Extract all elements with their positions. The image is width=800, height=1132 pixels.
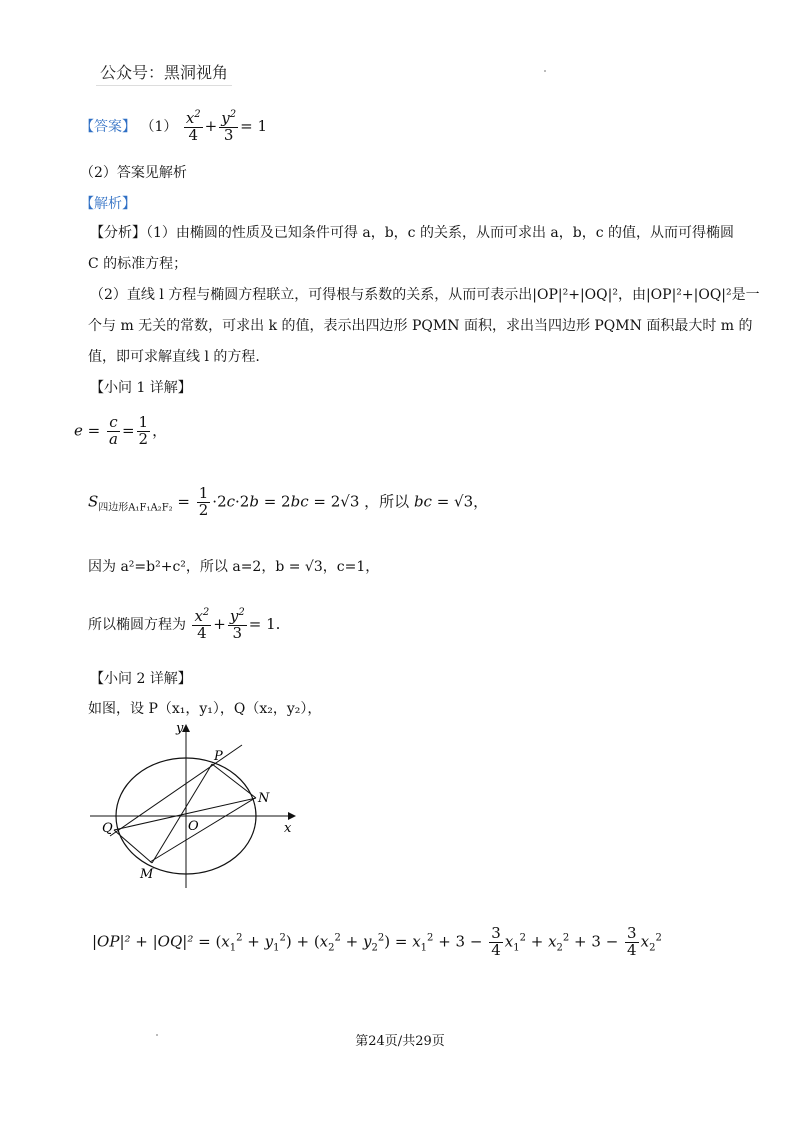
answer-part1-prefix: （1） (140, 118, 178, 135)
formula-lhs: |OP|² + |OQ|² = (92, 932, 211, 951)
side-PN (212, 764, 256, 798)
q1-values-line: 因为 a²=b²+c²，所以 a=2，b = √3，c=1， (88, 559, 380, 575)
analysis-paragraph-2: （2）直线 l 方程与椭圆方程联立，可得根与系数的关系，从而可表示出|OP|²+|OQ|²，由|OP|²+|OQ|²是一 (90, 287, 760, 303)
answer-part2: （2）答案见解析 (80, 165, 187, 181)
ellipse-figure (80, 718, 300, 893)
analysis-paragraph-1b: C 的标准方程； (88, 256, 188, 272)
eccentricity-formula: e = $\frac{c}{a}$ = $\frac{1}{2}$ ， (74, 413, 168, 448)
label-y: y (176, 721, 184, 736)
analysis-tag: 【解析】 (80, 196, 136, 212)
x-axis-arrow-icon (288, 812, 296, 820)
analysis-paragraph-2c: 值，即可求解直线 l 的方程. (88, 349, 260, 365)
sum-of-squares-formula: $|OP|^2 + |OQ|^2 = (x_1^2 + y_1^2) + (x_2^2 + y_2^2) = x_1^2 + 3$ − $\frac{3}{4}$ $x_1^2 + x_2^2 + 3$ − $\frac{3}{4}$ $x_2^2$ (92, 924, 662, 959)
analysis-paragraph-1: 【分析】（1）由椭圆的性质及已知条件可得 a，b，c 的关系，从而可求出 a，b，c 的值，从而可得椭圆 (90, 225, 735, 241)
page-footer: 第24页/共29页 (355, 1034, 445, 1049)
label-P: P (214, 749, 223, 764)
line-MN (150, 798, 255, 862)
label-M: M (140, 867, 154, 882)
line-PM (152, 764, 212, 863)
q2-setup-line: 如图，设 P（x₁，y₁），Q（x₂，y₂）， (88, 701, 322, 717)
q1-ellipse-prefix: 所以椭圆方程为 (88, 616, 186, 633)
side-QM (114, 830, 152, 863)
answer-tag: 【答案】 (80, 118, 136, 135)
decorative-dot (544, 70, 546, 72)
eccentricity-label: e = (74, 421, 101, 440)
q2-heading: 【小问 2 详解】 (90, 671, 192, 687)
analysis-paragraph-2b: 个与 m 无关的常数，可求出 k 的值，表示出四边形 PQMN 面积，求出当四边形 PQMN 面积最大时 m 的 (88, 318, 753, 334)
ellipse-equation-1: $\frac{x^2}{4}$ + $\frac{y^2}{3}$ = 1 (185, 109, 267, 144)
label-O: O (188, 819, 199, 834)
area-formula: $S_{四边形A_1F_1A_2F_2}$ = $\frac{1}{2}$ ·2c·2b = 2bc = 2√3 ，所以 bc = √3， (88, 484, 489, 519)
watermark-text: 公众号：黑洞视角 (96, 60, 232, 86)
q1-ellipse-line: 所以椭圆方程为 $\frac{x^2}{4}$ + $\frac{y^2}{3}$ = 1. (88, 607, 281, 642)
label-x: x (284, 821, 292, 836)
answer-line-1 (80, 110, 267, 144)
label-N: N (258, 791, 270, 806)
q1-heading: 【小问 1 详解】 (90, 380, 192, 396)
line-QN (114, 798, 256, 830)
area-suffix: ，所以 (364, 492, 410, 511)
label-Q: Q (102, 821, 113, 836)
